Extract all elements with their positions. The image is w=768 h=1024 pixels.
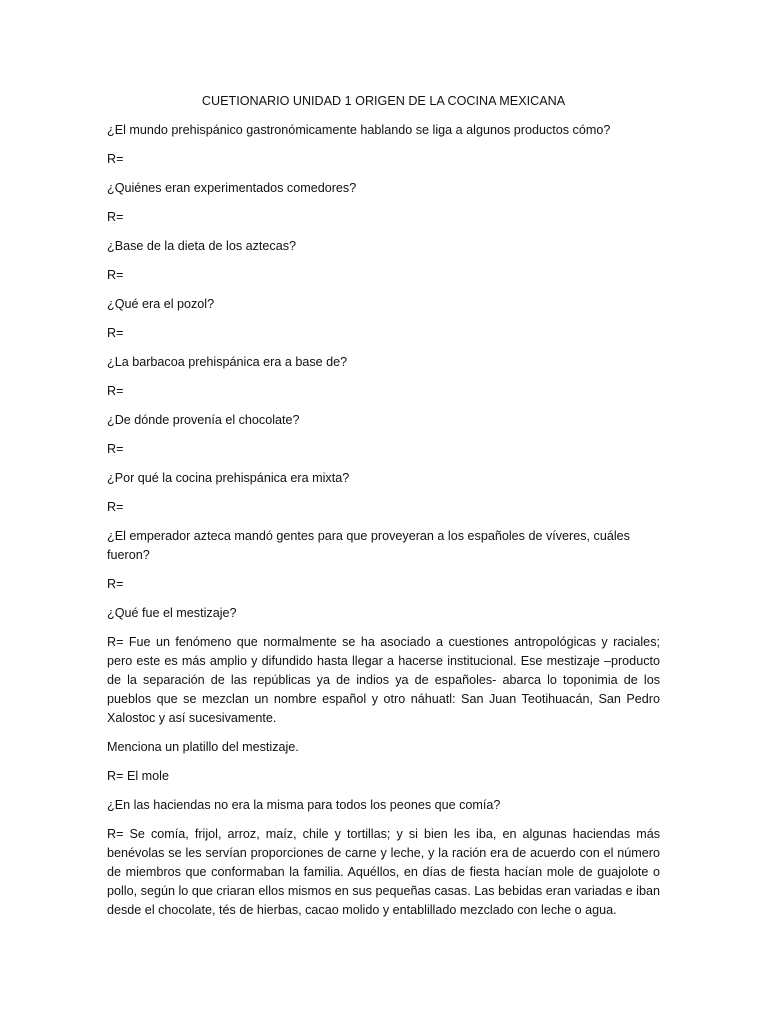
answer-3: R= xyxy=(107,268,124,282)
question-1: ¿El mundo prehispánico gastronómicamente hablando se liga a algunos productos cómo? xyxy=(107,123,611,137)
answer-6: R= xyxy=(107,442,124,456)
answer-1: R= xyxy=(107,152,124,166)
question-4: ¿Qué era el pozol? xyxy=(107,297,215,311)
answer-10: R= El mole xyxy=(107,769,169,783)
answer-5: R= xyxy=(107,384,124,398)
answer-7: R= xyxy=(107,500,124,514)
document-page xyxy=(107,92,660,930)
question-11: ¿En las haciendas no era la misma para todos los peones que comía? xyxy=(107,798,501,812)
answer-9: R= Fue un fenómeno que normalmente se ha asociado a cuestiones antropológicas y raciales; pero este es más amplio y difundido hasta llegar a hacerse institucional. Ese mestizaje –producto de la separación de las repúblicas ya de indios ya de españoles- abarca lo toponimia de los pueblos que se mezclan un nombre español y otro náhuatl: San Juan Teotihuacán, San Pedro Xalostoc y así sucesivamente. xyxy=(107,635,660,725)
question-10: Menciona un platillo del mestizaje. xyxy=(107,740,299,754)
question-2: ¿Quiénes eran experimentados comedores? xyxy=(107,181,357,195)
question-8: ¿El emperador azteca mandó gentes para que proveyeran a los españoles de víveres, cuáles fueron? xyxy=(107,529,630,562)
question-5: ¿La barbacoa prehispánica era a base de? xyxy=(107,355,348,369)
answer-11: R= Se comía, frijol, arroz, maíz, chile y tortillas; y si bien les iba, en algunas haciendas más benévolas se les servían proporciones de carne y leche, y la ración era de acuerdo con el número de miembros que conformaban la familia. Aquéllos, en días de fiesta hacían mole de guajolote o pollo, según lo que criaran ellos mismos en sus pequeñas casas. Las bebidas eran variadas e iban desde el chocolate, tés de hierbas, cacao molido y entablillado mezclado con leche o agua. xyxy=(107,827,660,917)
answer-2: R= xyxy=(107,210,124,224)
question-3: ¿Base de la dieta de los aztecas? xyxy=(107,239,297,253)
question-9: ¿Qué fue el mestizaje? xyxy=(107,606,237,620)
answer-4: R= xyxy=(107,326,124,340)
question-6: ¿De dónde provenía el chocolate? xyxy=(107,413,300,427)
question-7: ¿Por qué la cocina prehispánica era mixta? xyxy=(107,471,350,485)
document-title: CUETIONARIO UNIDAD 1 ORIGEN DE LA COCINA MEXICANA xyxy=(201,94,566,108)
answer-8: R= xyxy=(107,577,124,591)
